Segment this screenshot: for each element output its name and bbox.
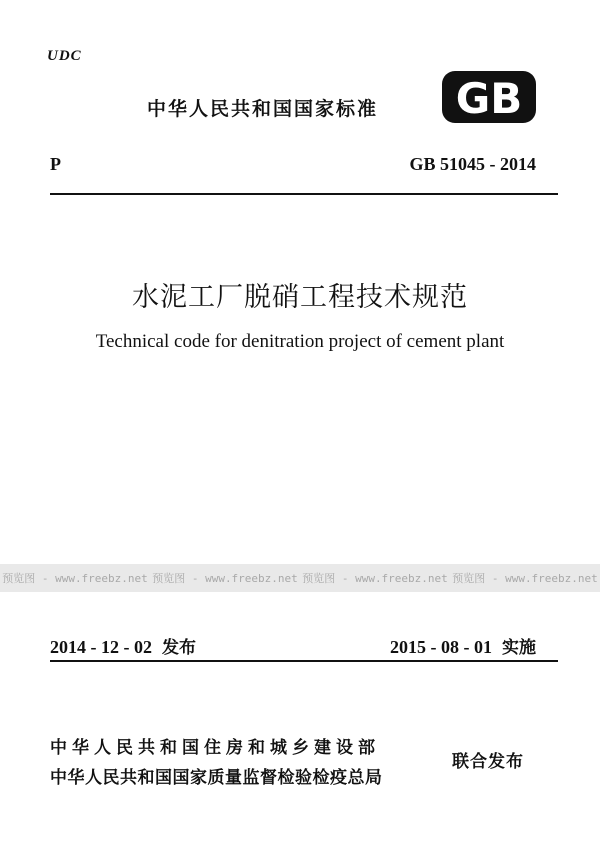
watermark-text: 预览图 - www.freebz.net bbox=[2, 572, 148, 585]
gb-logo-text: GB bbox=[455, 74, 523, 123]
issue-label: 发布 bbox=[162, 638, 196, 658]
implement-label: 实施 bbox=[502, 638, 536, 658]
classification-letter: P bbox=[50, 154, 61, 174]
implement-date bbox=[390, 633, 536, 658]
issue-date-value: 2014 - 12 - 02 bbox=[50, 637, 152, 657]
standard-code: GB 51045 - 2014 bbox=[409, 154, 536, 174]
title-chinese: 水泥工厂脱硝工程技术规范 bbox=[132, 282, 468, 313]
title-english: Technical code for denitration project of cement plant bbox=[95, 331, 505, 352]
joint-issue-label: 联合发布 bbox=[452, 752, 524, 772]
footer-divider bbox=[50, 660, 558, 662]
issue-date bbox=[50, 633, 196, 658]
watermark-text: 预览图 - www.freebz.net bbox=[452, 572, 598, 585]
standard-type: 中华人民共和国国家标准 bbox=[147, 98, 379, 120]
issuer-aqsiq: 中华人民共和国国家质量监督检验检疫总局 bbox=[50, 768, 383, 788]
issuer-ministry: 中华人民共和国住房和城乡建设部 bbox=[50, 738, 380, 758]
watermark-text: 预览图 - www.freebz.net bbox=[152, 572, 298, 585]
watermark-text: 预览图 - www.freebz.net bbox=[302, 572, 448, 585]
implement-date-value: 2015 - 08 - 01 bbox=[390, 637, 492, 657]
udc-label: UDC bbox=[47, 48, 82, 64]
gb-logo-icon bbox=[441, 70, 537, 124]
header-divider bbox=[50, 193, 558, 195]
watermark-band bbox=[0, 564, 600, 592]
